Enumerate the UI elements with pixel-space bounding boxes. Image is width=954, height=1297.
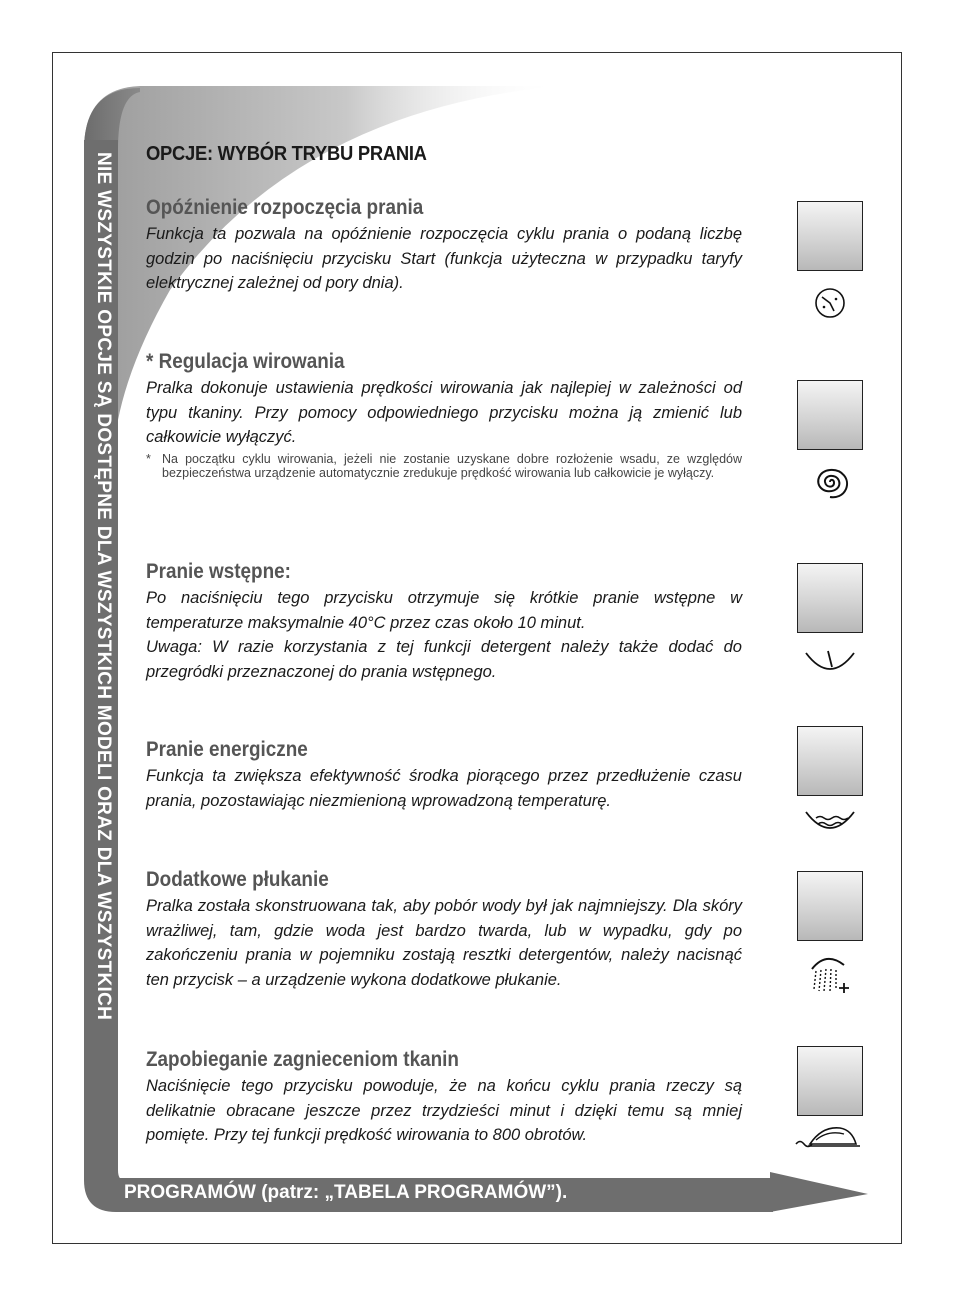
- section-spin-control: [146, 350, 742, 480]
- footnote-marker: *: [146, 451, 151, 466]
- extra-rinse-button[interactable]: [797, 871, 863, 941]
- spin-control-button[interactable]: [797, 380, 863, 450]
- section-body: Pralka dokonuje ustawienia prędkości wirowania jak najlepiej w zależności od typu tkaniny. Przy pomocy odpowiedniego przycisku można ją zmienić lub całkowicie wyłączyć.: [146, 379, 742, 446]
- extra-rinse-icon: [802, 951, 858, 997]
- section-extra-rinse: [146, 868, 742, 992]
- footnote: [146, 452, 742, 480]
- section-heading: Pranie energiczne: [146, 738, 308, 761]
- section-heading: Dodatkowe płukanie: [146, 868, 329, 891]
- intensive-wash-icon: [802, 806, 858, 840]
- intensive-wash-button[interactable]: [797, 726, 863, 796]
- clock-icon: [812, 283, 848, 323]
- section-intensive-wash: [146, 738, 742, 813]
- side-banner: [86, 152, 116, 1192]
- section-body: Po naciśnięciu tego przycisku otrzymuje się krótkie pranie wstępne w temperaturze maksymalnie 40°C przez czas około 10 minut.: [146, 589, 742, 632]
- section-body: Funkcja ta zwiększa efektywność środka piorącego przez przedłużenie czasu prania, pozostawiając niezmienioną wprowadzoną temperaturę.: [146, 767, 742, 810]
- section-note: Uwaga: W razie korzystania z tej funkcji detergent należy także dodać do przegródki przeznaczonej do prania wstępnego.: [146, 638, 742, 681]
- side-banner-text: NIE WSZYSTKIE OPCJE SĄ DOSTĘPNE DLA WSZYSTKICH MODELI ORAZ DLA WSZYSTKICH: [93, 152, 114, 1021]
- page-title: OPCJE: WYBÓR TRYBU PRANIA: [146, 143, 427, 165]
- delay-start-button[interactable]: [797, 201, 863, 271]
- section-heading: * Regulacja wirowania: [146, 350, 345, 373]
- section-heading: Pranie wstępne:: [146, 560, 291, 583]
- bottom-banner-text: PROGRAMÓW (patrz: „TABELA PROGRAMÓW”).: [124, 1182, 568, 1203]
- section-anti-crease: [146, 1048, 742, 1148]
- prewash-icon: [802, 645, 858, 681]
- section-prewash: [146, 560, 742, 684]
- anti-crease-icon: [794, 1122, 862, 1152]
- anti-crease-button[interactable]: [797, 1046, 863, 1116]
- section-heading: Opóźnienie rozpoczęcia prania: [146, 196, 424, 219]
- section-body: Pralka została skonstruowana tak, aby pobór wody był jak najmniejszy. Dla skóry wrażliwej, tam, gdzie woda jest bardzo twarda, lub w wypadku, gdy po zakończeniu prania w pojemniku zostają resztki detergentów, należy nacisnąć ten przycisk – a urządzenie wykona dodatkowe płukanie.: [146, 897, 742, 989]
- spiral-icon: [806, 463, 854, 501]
- section-heading: Zapobieganie zagnieceniom tkanin: [146, 1048, 459, 1071]
- prewash-button[interactable]: [797, 563, 863, 633]
- section-body: Naciśnięcie tego przycisku powoduje, że na końcu cyklu prania rzeczy są delikatnie obracane jeszcze przez trzydzieści minut i dzięki temu są mniej pomięte. Przy tej funkcji prędkość wirowania to 800 obrotów.: [146, 1077, 742, 1144]
- footnote-text: Na początku cyklu wirowania, jeżeli nie zostanie uzyskane dobre rozłożenie wsadu, ze względów bezpieczeństwa urządzenie automatycznie zredukuje prędkość wirowania lub całkowicie je wyłączy.: [162, 451, 742, 480]
- section-body: Funkcja ta pozwala na opóźnienie rozpoczęcia cyklu prania o podaną liczbę godzin po naciśnięciu przycisku Start (funkcja użyteczna w przypadku taryfy elektrycznej zależnej od pory dnia).: [146, 225, 742, 292]
- section-delay-start: [146, 196, 742, 296]
